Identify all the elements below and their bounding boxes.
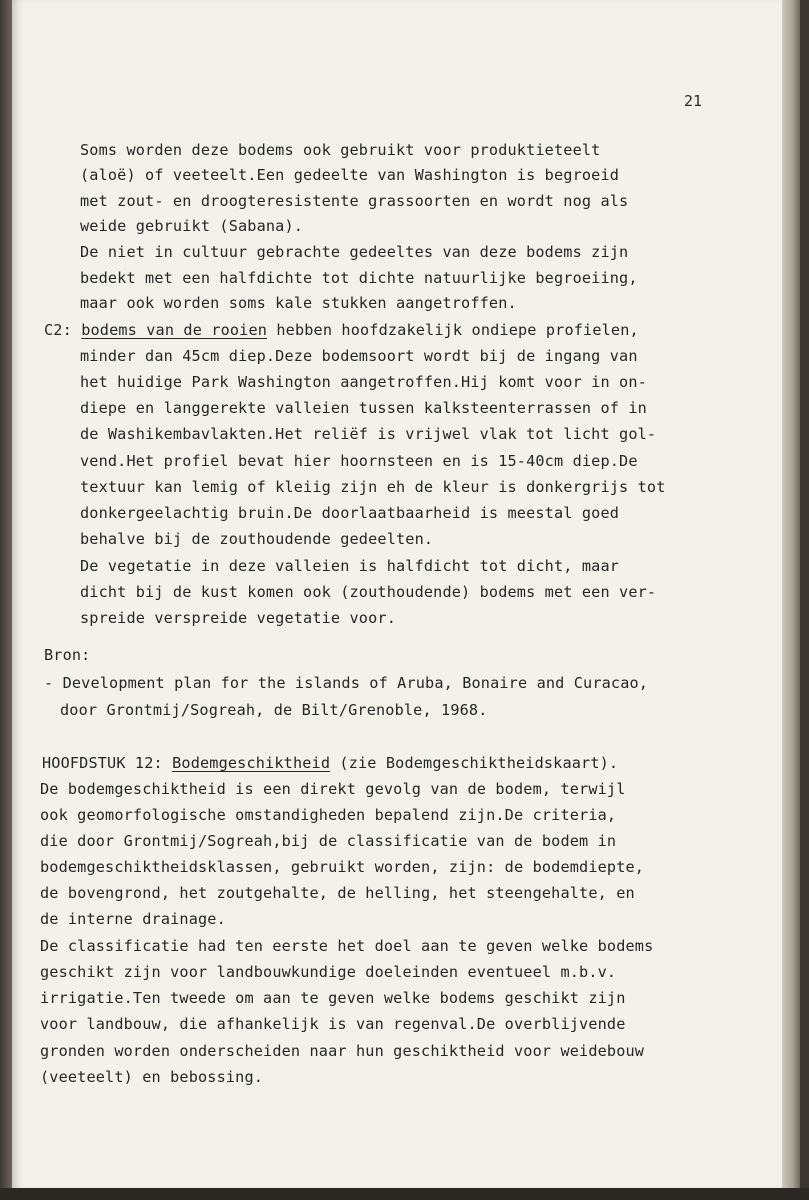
body-line: (veeteelt) en bebossing.: [40, 1068, 264, 1086]
body-line: de interne drainage.: [40, 910, 226, 928]
source-line: - Development plan for the islands of Aruba, Bonaire and Curacao,: [44, 674, 649, 692]
body-line: dicht bij de kust komen ook (zouthoudende) bodems met een ver-: [80, 583, 657, 601]
c2-label: C2:: [44, 321, 72, 339]
body-line: Soms worden deze bodems ook gebruikt voor produktieteelt: [80, 141, 601, 159]
chapter-prefix: HOOFDSTUK 12:: [42, 754, 173, 772]
body-line: minder dan 45cm diep.Deze bodemsoort wordt bij de ingang van: [80, 347, 638, 365]
body-line: die door Grontmij/Sogreah,bij de classificatie van de bodem in: [40, 832, 617, 850]
body-line: (aloë) of veeteelt.Een gedeelte van Washington is begroeid: [80, 166, 620, 184]
body-line: geschikt zijn voor landbouwkundige doeleinden eventueel m.b.v.: [40, 963, 617, 981]
source-label: Bron:: [44, 646, 91, 664]
body-line: behalve bij de zouthoudende gedeelten.: [80, 530, 434, 548]
body-line: De vegetatie in deze valleien is halfdicht tot dicht, maar: [80, 557, 620, 575]
body-line: De niet in cultuur gebrachte gedeeltes van deze bodems zijn: [80, 243, 629, 261]
chapter-heading: [42, 754, 618, 772]
c2-heading: bodems van de rooien: [81, 321, 268, 339]
body-line: vend.Het profiel bevat hier hoornsteen en is 15-40cm diep.De: [80, 452, 638, 470]
body-line: het huidige Park Washington aangetroffen.Hij komt voor in on-: [80, 373, 647, 391]
body-line: weide gebruikt (Sabana).: [80, 217, 304, 235]
body-line: De bodemgeschiktheid is een direkt gevolg van de bodem, terwijl: [40, 780, 626, 798]
body-line: bedekt met een halfdichte tot dichte natuurlijke begroeiing,: [80, 269, 638, 287]
body-line: De classificatie had ten eerste het doel aan te geven welke bodems: [40, 937, 654, 955]
body-line: voor landbouw, die afhankelijk is van regenval.De overblijvende: [40, 1015, 626, 1033]
book-spine: [0, 0, 12, 1200]
body-line: textuur kan lemig of kleiig zijn eh de kleur is donkergrijs tot: [80, 478, 666, 496]
c2-first-line-rest: hebben hoofdzakelijk ondiepe profielen,: [267, 321, 639, 339]
body-line: de Washikembavlakten.Het reliëf is vrijwel vlak tot licht gol-: [80, 425, 657, 443]
c2-first-line: [44, 321, 639, 339]
page-number: 21: [684, 92, 703, 110]
body-line: ook geomorfologische omstandigheden bepalend zijn.De criteria,: [40, 806, 617, 824]
body-line: spreide verspreide vegetatie voor.: [80, 609, 396, 627]
body-line: de bovengrond, het zoutgehalte, de helling, het steengehalte, en: [40, 884, 635, 902]
book-bottom: [0, 1188, 809, 1200]
source-line: door Grontmij/Sogreah, de Bilt/Grenoble, 1968.: [60, 701, 488, 719]
body-line: donkergeelachtig bruin.De doorlaatbaarheid is meestal goed: [80, 504, 620, 522]
chapter-suffix: (zie Bodemgeschiktheidskaart).: [330, 754, 619, 772]
body-line: met zout- en droogteresistente grassoorten en wordt nog als: [80, 192, 629, 210]
body-line: gronden worden onderscheiden naar hun geschiktheid voor weidebouw: [40, 1042, 645, 1060]
body-line: maar ook worden soms kale stukken aangetroffen.: [80, 294, 517, 312]
page-edge: [782, 0, 800, 1188]
body-line: diepe en langgerekte valleien tussen kalksteenterrassen of in: [80, 399, 647, 417]
body-line: irrigatie.Ten tweede om aan te geven welke bodems geschikt zijn: [40, 989, 626, 1007]
body-line: bodemgeschiktheidsklassen, gebruikt worden, zijn: de bodemdiepte,: [40, 858, 645, 876]
chapter-title: Bodemgeschiktheid: [172, 754, 331, 772]
